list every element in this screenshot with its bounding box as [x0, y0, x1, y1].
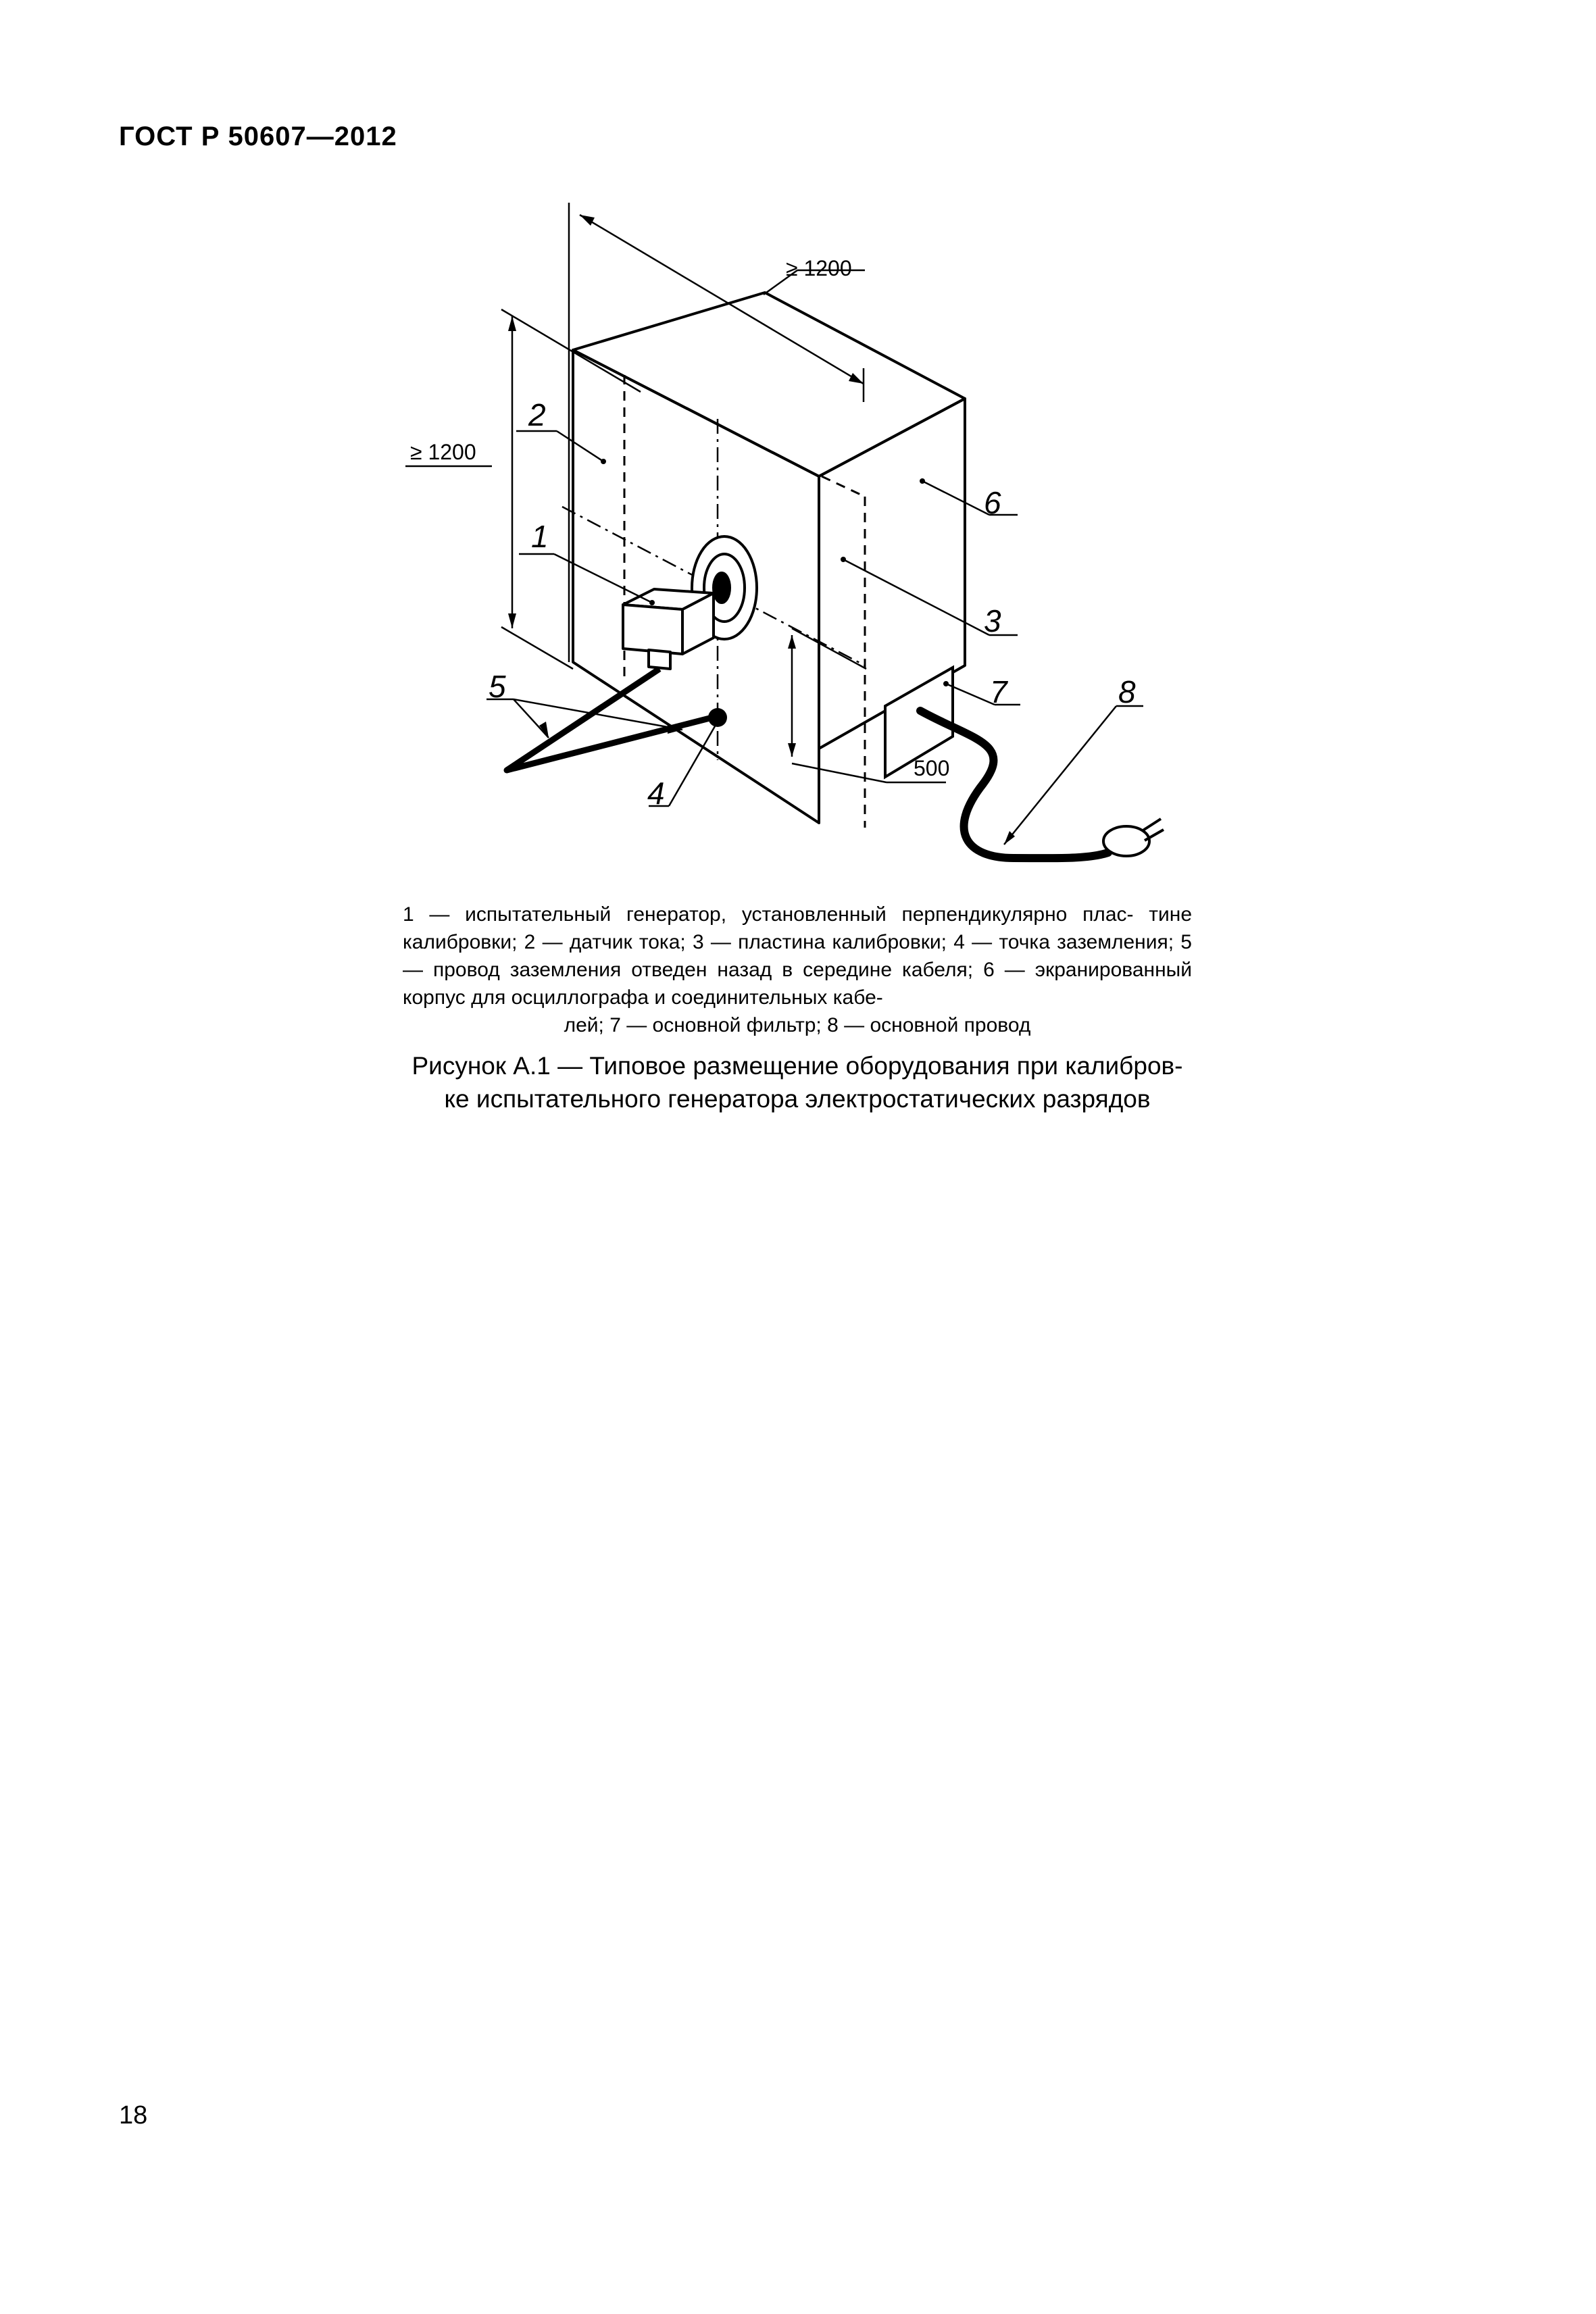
cabinet-top [573, 293, 965, 476]
callout-8: 8 [1118, 674, 1136, 709]
document-header: ГОСТ Р 50607—2012 [119, 122, 397, 151]
dimension-500: 500 [914, 756, 950, 780]
caption-line: Рисунок А.1 — Типовое размещение оборудования при калибров- [412, 1052, 1183, 1080]
page-number: 18 [119, 2101, 148, 2130]
equipment-diagram [378, 189, 1216, 878]
ground-point [708, 708, 727, 727]
callout-3: 3 [984, 603, 1001, 638]
dimension-left: ≥ 1200 [410, 440, 476, 464]
callout-7: 7 [990, 674, 1007, 709]
top-dimension-line [580, 215, 864, 384]
callout-5: 5 [489, 669, 506, 704]
test-generator [623, 589, 723, 669]
legend-line: 1 — испытательный генератор, установленный перпендикулярно плас- [403, 903, 1134, 926]
caption-line: ке испытательного генератора электростатических разрядов [444, 1085, 1151, 1113]
legend-line: тине калибровки; 2 — датчик тока; 3 — пластина калибровки; 4 — точка [403, 903, 1192, 953]
callout-4: 4 [647, 776, 665, 811]
legend-line: лей; 7 — основной фильтр; 8 — основной провод [564, 1014, 1031, 1036]
figure-legend [403, 901, 1192, 1039]
diagram-drawing [378, 189, 1216, 878]
plug [1103, 819, 1164, 856]
legend-line: заземления; 5 — провод заземления отведен назад в середине кабеля; [403, 931, 1192, 981]
legend-line: 6 — экранированный корпус для осциллографа и соединительных кабе- [403, 959, 1193, 1009]
callout-1: 1 [531, 519, 549, 554]
dimension-top: ≥ 1200 [786, 256, 852, 280]
figure-caption [378, 1049, 1216, 1115]
callout-6: 6 [984, 485, 1001, 520]
callout-2: 2 [528, 397, 546, 432]
ground-wire [507, 669, 718, 770]
